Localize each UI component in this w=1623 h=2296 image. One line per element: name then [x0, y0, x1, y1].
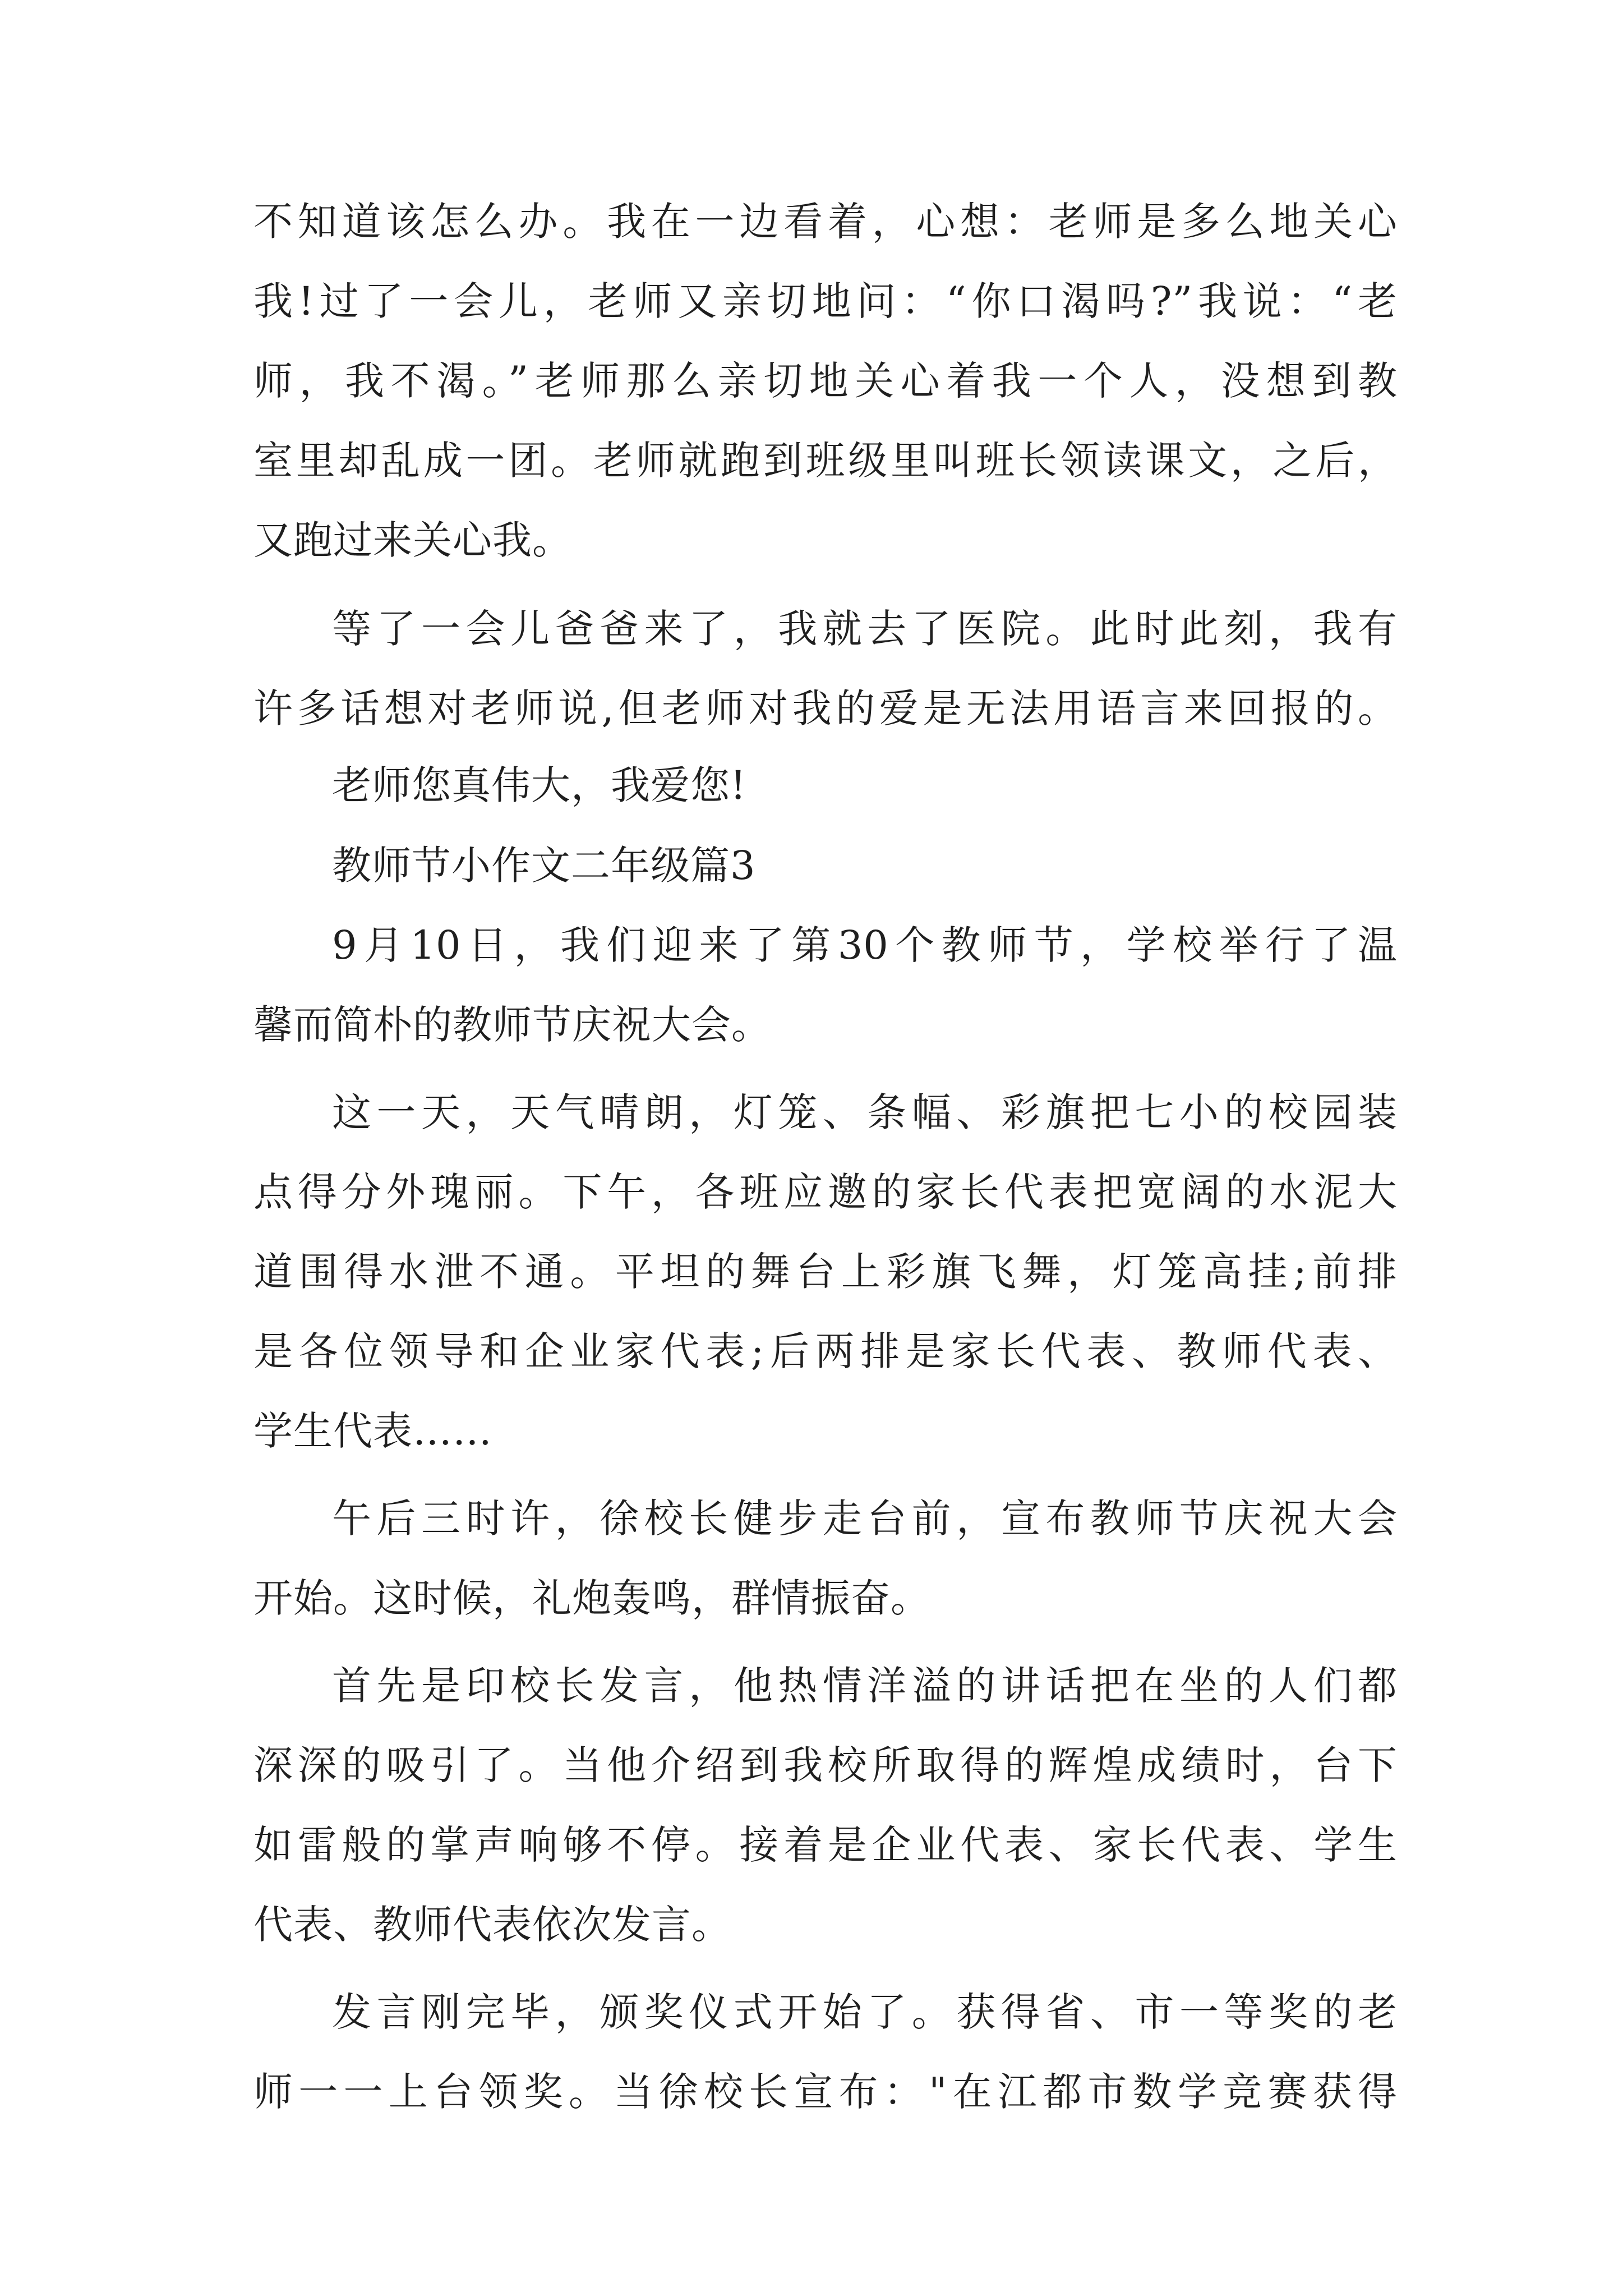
text-line: 馨而简朴的教师节庆祝大会。 — [253, 1002, 771, 1048]
text-line: 学生代表…… — [253, 1408, 492, 1454]
text-line: 室里却乱成一团。老师就跑到班级里叫班长领读课文，之后， — [253, 438, 1398, 484]
section-heading: 教师节小作文二年级篇3 — [332, 843, 756, 889]
text-line: 代表、教师代表依次发言。 — [253, 1902, 731, 1948]
text-line: 道围得水泄不通。平坦的舞台上彩旗飞舞，灯笼高挂;前排 — [253, 1249, 1398, 1295]
text-line: 9月10日，我们迎来了第30个教师节，学校举行了温 — [332, 922, 1398, 968]
text-line: 又跑过来关心我。 — [253, 517, 572, 563]
text-line: 老师您真伟大，我爱您! — [332, 762, 747, 808]
text-line: 这一天，天气晴朗，灯笼、条幅、彩旗把七小的校园装 — [332, 1089, 1398, 1135]
text-line: 开始。这时候，礼炮轰鸣，群情振奋。 — [253, 1575, 930, 1621]
text-line: 师一一上台领奖。当徐校长宣布："在江都市数学竞赛获得 — [253, 2069, 1398, 2115]
text-line: 不知道该怎么办。我在一边看着，心想：老师是多么地关心 — [253, 199, 1398, 245]
text-line: 发言刚完毕，颁奖仪式开始了。获得省、市一等奖的老 — [332, 1989, 1398, 2035]
text-line: 等了一会儿爸爸来了，我就去了医院。此时此刻，我有 — [332, 606, 1398, 652]
text-line: 午后三时许，徐校长健步走台前，宣布教师节庆祝大会 — [332, 1496, 1398, 1542]
text-line: 师，我不渴。”老师那么亲切地关心着我一个人，没想到教 — [253, 358, 1398, 404]
text-line: 是各位领导和企业家代表;后两排是家长代表、教师代表、 — [253, 1328, 1398, 1374]
text-line: 首先是印校长发言，他热情洋溢的讲话把在坐的人们都 — [332, 1663, 1398, 1709]
text-line: 点得分外瑰丽。下午，各班应邀的家长代表把宽阔的水泥大 — [253, 1169, 1398, 1215]
text-line: 我!过了一会儿，老师又亲切地问：“你口渴吗?”我说：“老 — [253, 278, 1398, 324]
text-line: 许多话想对老师说,但老师对我的爱是无法用语言来回报的。 — [253, 685, 1398, 731]
text-line: 深深的吸引了。当他介绍到我校所取得的辉煌成绩时，台下 — [253, 1742, 1398, 1788]
text-line: 如雷般的掌声响够不停。接着是企业代表、家长代表、学生 — [253, 1822, 1398, 1868]
